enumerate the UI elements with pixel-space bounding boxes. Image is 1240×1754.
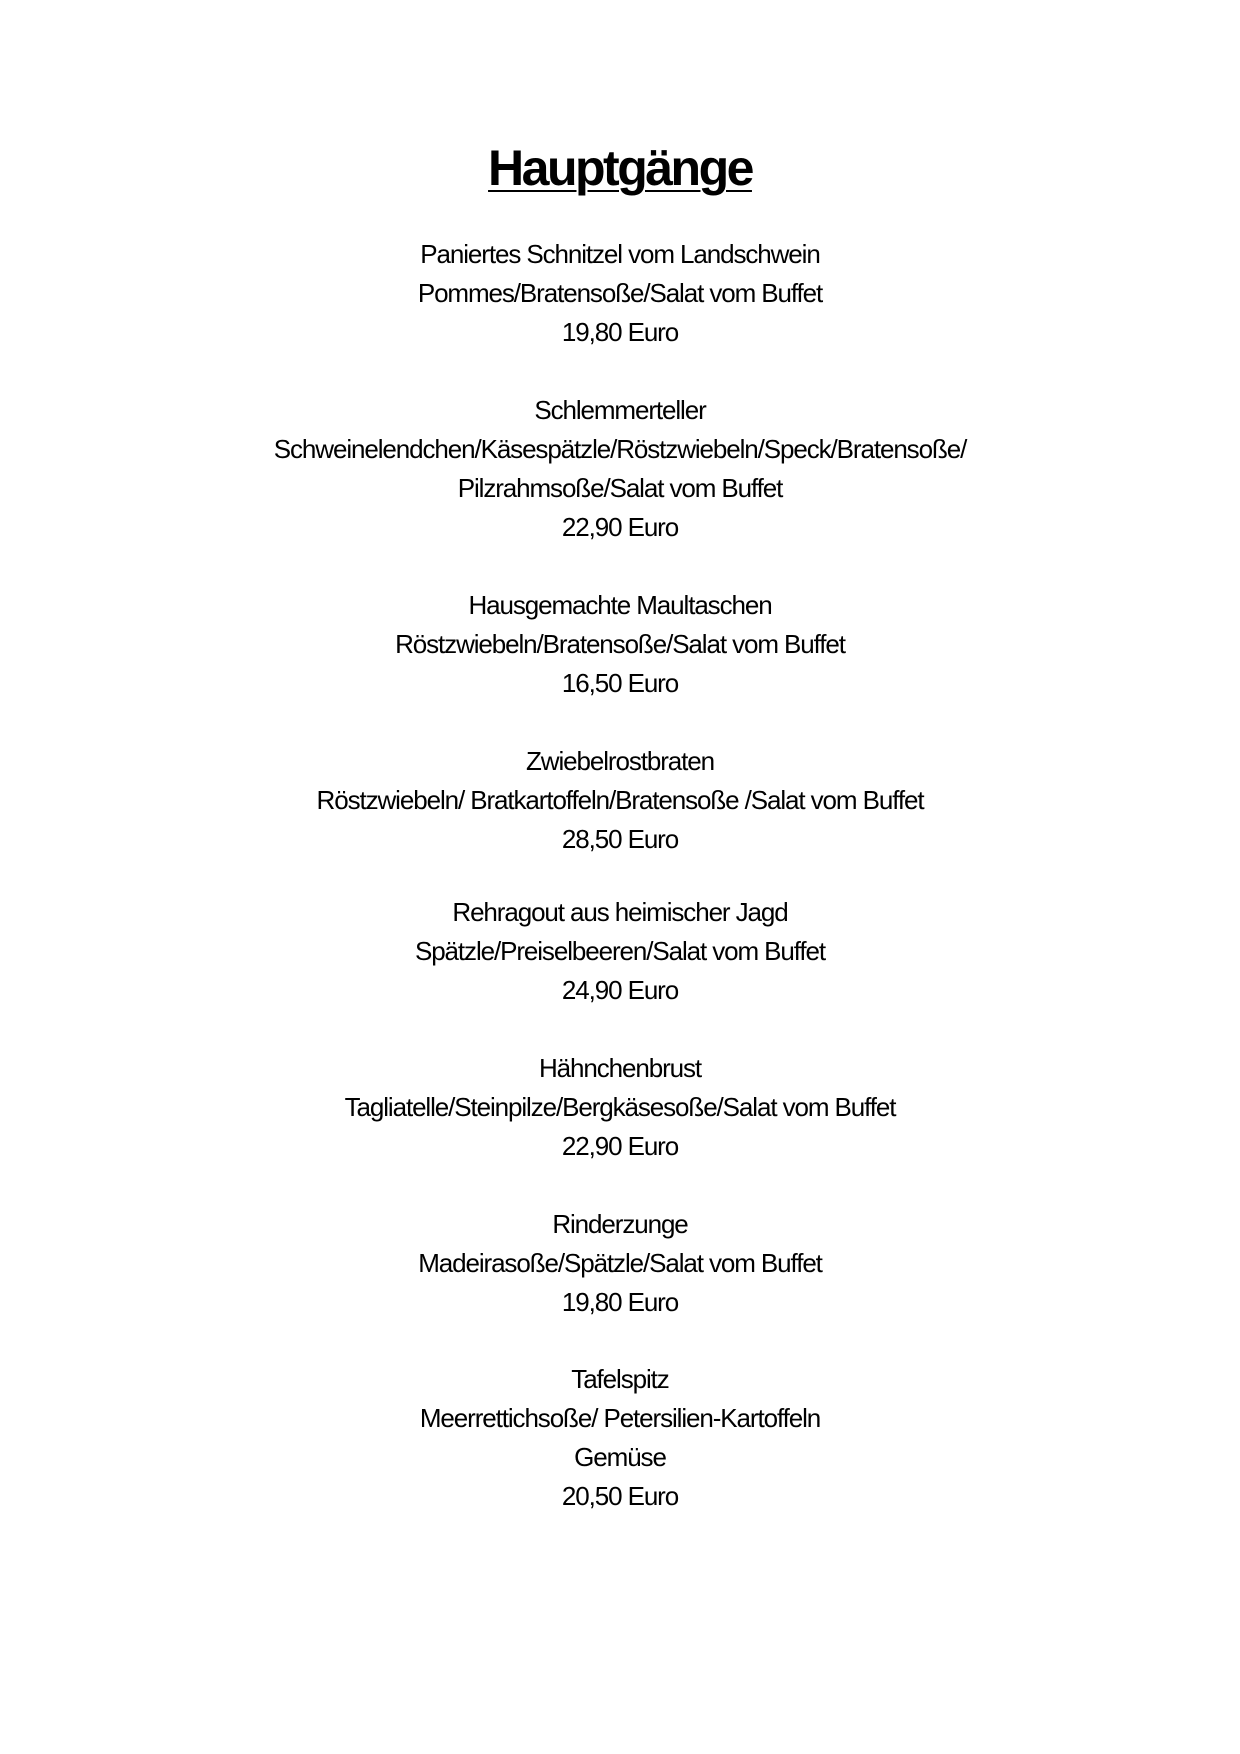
dish-sides: Madeirasoße/Spätzle/Salat vom Buffet bbox=[418, 1248, 822, 1278]
dish-sides-continued: Pilzrahmsoße/Salat vom Buffet bbox=[457, 473, 783, 503]
page-title: Hauptgänge bbox=[488, 140, 752, 196]
dish-name: Hähnchenbrust bbox=[538, 1053, 702, 1083]
dish-sides-continued: Gemüse bbox=[574, 1442, 666, 1472]
menu-item-maultaschen bbox=[0, 586, 1240, 703]
dish-sides: Schweinelendchen/Käsespätzle/Röstzwiebeln/Speck/Bratensoße/ bbox=[273, 434, 967, 464]
dish-price: 16,50 Euro bbox=[561, 668, 679, 698]
dish-sides: Tagliatelle/Steinpilze/Bergkäsesoße/Salat vom Buffet bbox=[344, 1092, 896, 1122]
dish-price: 19,80 Euro bbox=[561, 1287, 679, 1317]
dish-price: 28,50 Euro bbox=[561, 824, 679, 854]
dish-name: Rinderzunge bbox=[552, 1209, 688, 1239]
dish-price: 20,50 Euro bbox=[561, 1481, 679, 1511]
dish-sides: Röstzwiebeln/ Bratkartoffeln/Bratensoße /Salat vom Buffet bbox=[316, 785, 924, 815]
dish-name: Zwiebelrostbraten bbox=[526, 746, 714, 776]
dish-name: Rehragout aus heimischer Jagd bbox=[452, 897, 788, 927]
dish-price: 22,90 Euro bbox=[561, 1131, 679, 1161]
dish-sides: Röstzwiebeln/Bratensoße/Salat vom Buffet bbox=[395, 629, 845, 659]
dish-name: Schlemmerteller bbox=[534, 395, 706, 425]
dish-name: Paniertes Schnitzel vom Landschwein bbox=[420, 239, 820, 269]
menu-item-schnitzel bbox=[0, 235, 1240, 352]
dish-sides: Spätzle/Preiselbeeren/Salat vom Buffet bbox=[414, 936, 826, 966]
dish-name: Hausgemachte Maultaschen bbox=[468, 590, 772, 620]
dish-sides: Pommes/Bratensoße/Salat vom Buffet bbox=[417, 278, 823, 308]
menu-item-haehnchenbrust bbox=[0, 1049, 1240, 1166]
menu-item-rehragout bbox=[0, 893, 1240, 1010]
dish-price: 24,90 Euro bbox=[561, 975, 679, 1005]
menu-item-schlemmerteller bbox=[0, 391, 1240, 547]
menu-item-zwiebelrostbraten bbox=[0, 742, 1240, 859]
dish-price: 19,80 Euro bbox=[561, 317, 679, 347]
menu-item-rinderzunge bbox=[0, 1205, 1240, 1322]
menu-item-tafelspitz bbox=[0, 1360, 1240, 1516]
dish-name: Tafelspitz bbox=[571, 1364, 669, 1394]
dish-price: 22,90 Euro bbox=[561, 512, 679, 542]
dish-sides: Meerrettichsoße/ Petersilien-Kartoffeln bbox=[419, 1403, 821, 1433]
